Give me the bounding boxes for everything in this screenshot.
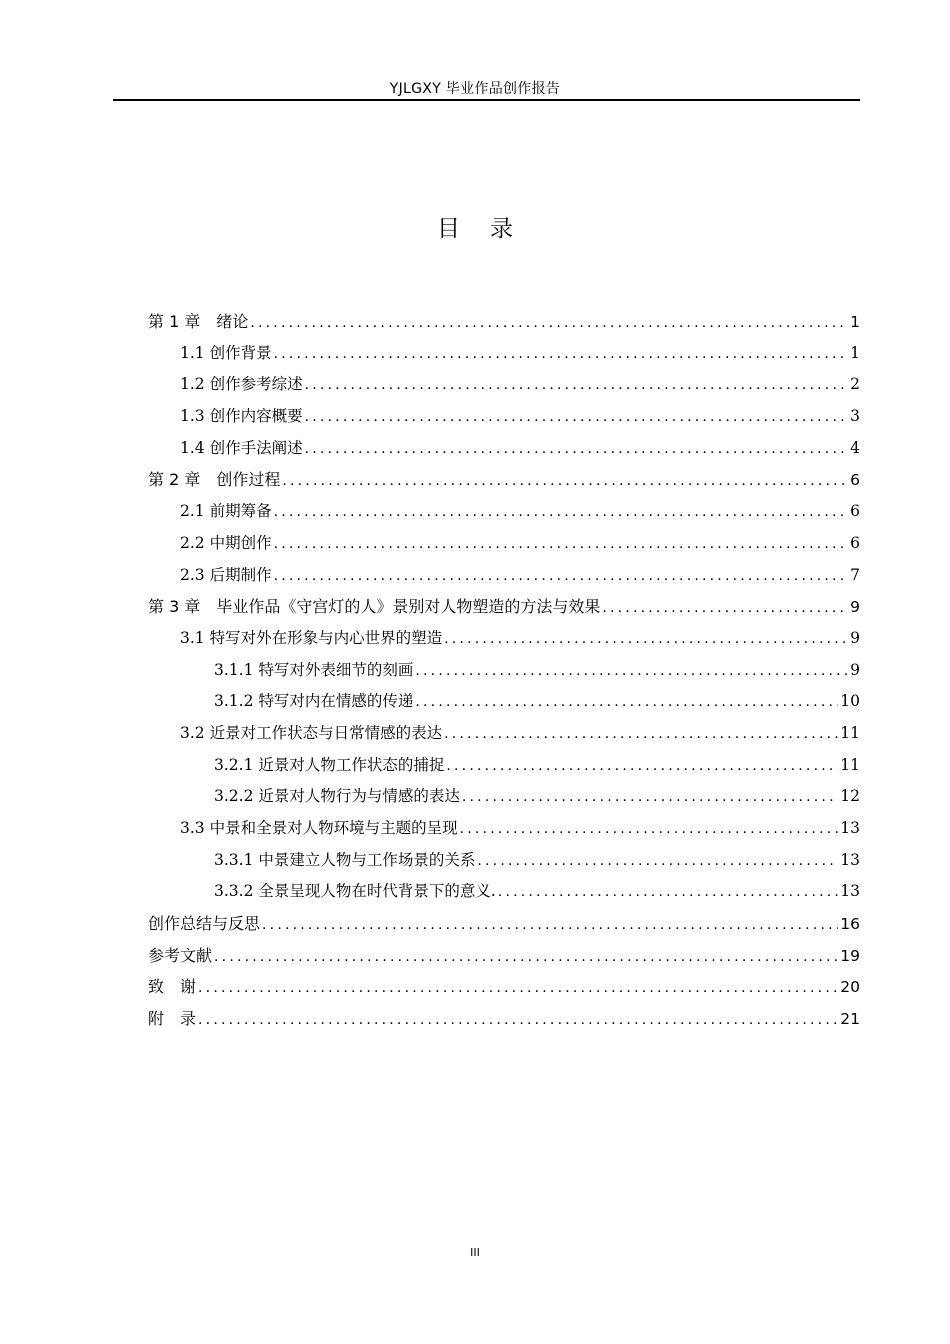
toc-entry-label: 第 1 章 绪论: [148, 312, 249, 331]
toc-entry[interactable]: [148, 369, 860, 401]
toc-entry-page: 9: [850, 660, 860, 679]
toc-leader-dots: [305, 370, 849, 402]
toc-entry[interactable]: [148, 908, 860, 940]
toc-entry-page: 2: [850, 375, 860, 394]
toc-leader-dots: [305, 402, 849, 434]
toc-entry-label: 3.3 中景和全景对人物环境与主题的呈现: [180, 819, 458, 837]
toc-leader-dots: [274, 497, 849, 529]
toc-entry[interactable]: [148, 813, 860, 845]
toc-entry-page: 20: [840, 978, 860, 997]
toc-entry-page: 6: [850, 502, 860, 521]
toc-entry-label: 3.3.2 全景呈现人物在时代背景下的意义.: [214, 882, 496, 901]
toc-entry[interactable]: [148, 750, 860, 782]
toc-entry-label: 第 3 章 毕业作品《守宫灯的人》景别对人物塑造的方法与效果: [148, 597, 601, 617]
toc-entry-label: 1.4 创作手法阐述: [180, 438, 303, 457]
toc-entry[interactable]: [148, 718, 860, 750]
toc-entry-label: 3.2.1 近景对人物工作状态的捕捉: [214, 755, 445, 774]
toc-entry-label: 3.3.1 中景建立人物与工作场景的关系: [214, 850, 476, 869]
toc-leader-dots: [274, 339, 849, 371]
toc-entry[interactable]: [148, 433, 860, 465]
toc-leader-dots: [477, 846, 838, 878]
toc-leader-dots: [444, 624, 848, 656]
toc-entry-label: 3.1.1 特写对外表细节的刻画: [214, 660, 414, 679]
toc-entry-label: 创作总结与反思: [148, 914, 261, 934]
toc-entry-page: 13: [840, 819, 860, 837]
toc-leader-dots: [460, 814, 839, 846]
toc-entry-label: 3.1 特写对外在形象与内心世界的塑造: [180, 628, 443, 647]
toc-entry-page: 1: [850, 343, 860, 362]
toc-entry[interactable]: [148, 971, 860, 1003]
toc-entry-page: 13: [840, 850, 860, 869]
toc-entry-page: 4: [850, 438, 860, 457]
toc-leader-dots: [446, 751, 838, 783]
toc-entry-label: 3.2.2 近景对人物行为与情感的表达: [214, 787, 460, 806]
toc-entry[interactable]: [148, 560, 860, 592]
toc-entry[interactable]: [148, 845, 860, 877]
toc-title: 目录: [437, 216, 543, 242]
header-rule: [113, 99, 860, 101]
running-header: YJLGXY 毕业作品创作报告: [389, 81, 561, 97]
toc-entry[interactable]: [148, 306, 860, 338]
toc-entry-page: 1: [850, 313, 860, 331]
toc-leader-dots: [198, 1005, 838, 1037]
toc-entry-page: 10: [840, 692, 860, 711]
toc-entry-label: 2.3 后期制作: [180, 565, 272, 584]
toc-entry-page: 11: [840, 755, 860, 774]
toc-entry-page: 6: [850, 533, 860, 552]
toc-entry-page: 3: [850, 407, 860, 426]
toc-leader-dots: [250, 308, 848, 340]
toc-entry[interactable]: [148, 686, 860, 718]
toc-leader-dots: [602, 593, 848, 625]
toc-entry[interactable]: [148, 338, 860, 370]
toc-entry-label: 3.2 近景对工作状态与日常情感的表达: [180, 723, 443, 742]
toc-entry-label: 2.2 中期创作: [180, 533, 272, 552]
toc-entry-page: 21: [840, 1010, 860, 1029]
toc-entry[interactable]: [148, 401, 860, 433]
toc-leader-dots: [262, 910, 838, 942]
toc-entry[interactable]: [148, 1003, 860, 1035]
toc-entry[interactable]: [148, 876, 860, 908]
toc-leader-dots: [415, 687, 838, 719]
toc-entry[interactable]: [148, 623, 860, 655]
toc-entry-page: 19: [840, 946, 860, 965]
toc-entry-label: 1.3 创作内容概要: [180, 407, 303, 426]
toc-leader-dots: [282, 466, 848, 498]
toc-entry-page: 6: [850, 471, 860, 490]
toc-entry-label: 1.2 创作参考综述: [180, 375, 303, 394]
toc-entry-label: 3.1.2 特写对内在情感的传递: [214, 692, 414, 711]
toc-entry[interactable]: [148, 464, 860, 496]
toc-entry-page: 11: [840, 723, 860, 742]
toc-entry[interactable]: [148, 496, 860, 528]
toc-leader-dots: [214, 942, 838, 974]
toc-entry-label: 1.1 创作背景: [180, 343, 272, 362]
toc-entry-page: 9: [850, 628, 860, 647]
toc-leader-dots: [305, 434, 849, 466]
table-of-contents: [148, 306, 860, 1035]
page-number: III: [470, 1246, 480, 1259]
toc-leader-dots: [274, 529, 849, 561]
toc-entry-label: 致 谢: [148, 977, 197, 997]
toc-leader-dots: [198, 973, 838, 1005]
toc-entry-label: 第 2 章 创作过程: [148, 470, 281, 490]
toc-entry[interactable]: [148, 591, 860, 623]
toc-entry[interactable]: [148, 655, 860, 687]
toc-entry-page: 16: [840, 915, 860, 934]
toc-entry-label: 参考文献: [148, 945, 213, 965]
toc-leader-dots: [462, 782, 838, 814]
toc-entry-page: 9: [850, 598, 860, 617]
toc-entry[interactable]: [148, 781, 860, 813]
toc-leader-dots: [415, 656, 848, 688]
toc-entry-page: 12: [840, 787, 860, 806]
toc-entry[interactable]: [148, 528, 860, 560]
toc-leader-dots: [274, 561, 849, 593]
toc-leader-dots: [444, 719, 838, 751]
toc-entry[interactable]: [148, 940, 860, 972]
toc-leader-dots: [498, 877, 838, 909]
toc-entry-label: 附 录: [148, 1009, 197, 1029]
toc-entry-page: 7: [850, 565, 860, 584]
toc-entry-label: 2.1 前期筹备: [180, 502, 272, 521]
toc-entry-page: 13: [840, 882, 860, 901]
